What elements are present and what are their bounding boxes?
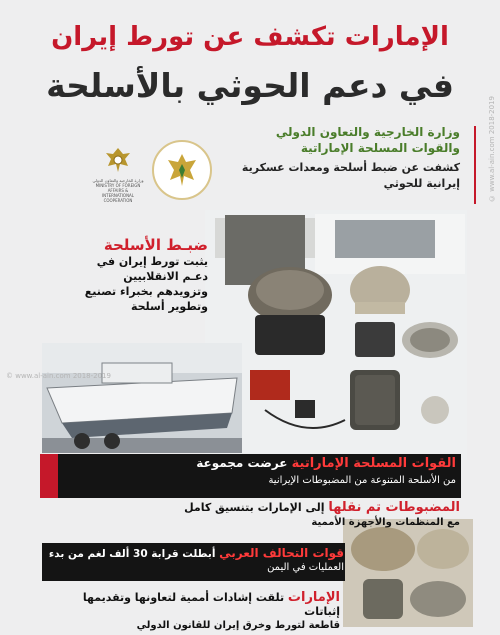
coalition-line1: أبطلت قرابة 30 ألف لغم من بدء: [48, 548, 220, 560]
seized-items-photo: [343, 519, 473, 627]
logos-group: [92, 138, 212, 203]
mofa-logo-english: MINISTRY OF FOREIGN AFFAIRS & INTERNATIONAL COOPERATION: [95, 183, 141, 203]
ministry-text1: كشفت عن ضبط أسلحة ومعدات عسكرية: [241, 161, 460, 174]
forces-highlight: القوات المسلحة الإماراتية: [291, 456, 456, 471]
ministry-block: [220, 124, 460, 192]
seized-line2: مع المنظمات والأجهزة الأممية: [311, 517, 460, 528]
coalition-highlight: قوات التحالف العربي: [219, 546, 344, 560]
mofa-logo-arabic: وزارة الخارجية والتعاون الدولي: [92, 178, 144, 183]
watermark-right: © www.al-ain.com 2018-2019: [488, 96, 496, 202]
boat-photo: [42, 343, 242, 453]
ministry-text2: إيرانية للحوثي: [383, 177, 460, 190]
uae-line1: تلقت إشادات أممية لتعاونها وتقديمها إثباتات: [82, 591, 340, 618]
weapons-seizure-title: ضبـط الأسلحة: [103, 236, 208, 254]
uae-praise-section: [64, 590, 340, 631]
ministry-line2: والقوات المسلحة الإماراتية: [300, 141, 460, 155]
mofa-logo: [92, 146, 144, 203]
headline-line1: الإمارات تكشف عن تورط إيران: [51, 22, 449, 52]
seized-transfer-section: [80, 500, 460, 528]
weapons-seizure-line4: وتطوير أسلحة: [130, 300, 208, 313]
seized-highlight: المضبوطات تم نقلها: [328, 500, 460, 515]
weapons-seizure-line1: يثبت تورط إيران في: [96, 255, 208, 268]
weapons-seizure-line2: دعـم الانقلابيين: [123, 270, 208, 283]
coalition-line2: العمليات في اليمن: [267, 562, 344, 573]
ministry-line1: وزارة الخارجية والتعاون الدولي: [275, 125, 460, 139]
seized-line1: إلى الإمارات بتنسيق كامل: [184, 501, 329, 514]
headline-line2: في دعم الحوثي بالأسلحة: [46, 66, 454, 105]
weapons-seizure-line3: وتزويدهم بخبراء تصنيع: [84, 285, 208, 298]
forces-line1: عرضت مجموعة: [196, 456, 292, 470]
armed-forces-logo: [152, 140, 212, 200]
forces-line2: من الأسلحة المتنوعة من المضبوطات الإيرانية: [268, 475, 456, 486]
uae-emblem-icon: [103, 146, 133, 174]
forces-band-text: [56, 456, 456, 486]
accent-divider: [474, 126, 476, 204]
uae-highlight: الإمارات: [287, 590, 340, 605]
weapons-seizure-section: [48, 236, 208, 314]
uae-line2: قاطعة لتورط وخرق إيران للقانون الدولي: [136, 620, 340, 631]
watermark-left: © www.al-ain.com 2018-2019: [6, 372, 111, 380]
coalition-band-text: [44, 546, 344, 573]
falcon-emblem-icon: [162, 150, 202, 190]
seized-weapons-photo: [205, 210, 467, 460]
